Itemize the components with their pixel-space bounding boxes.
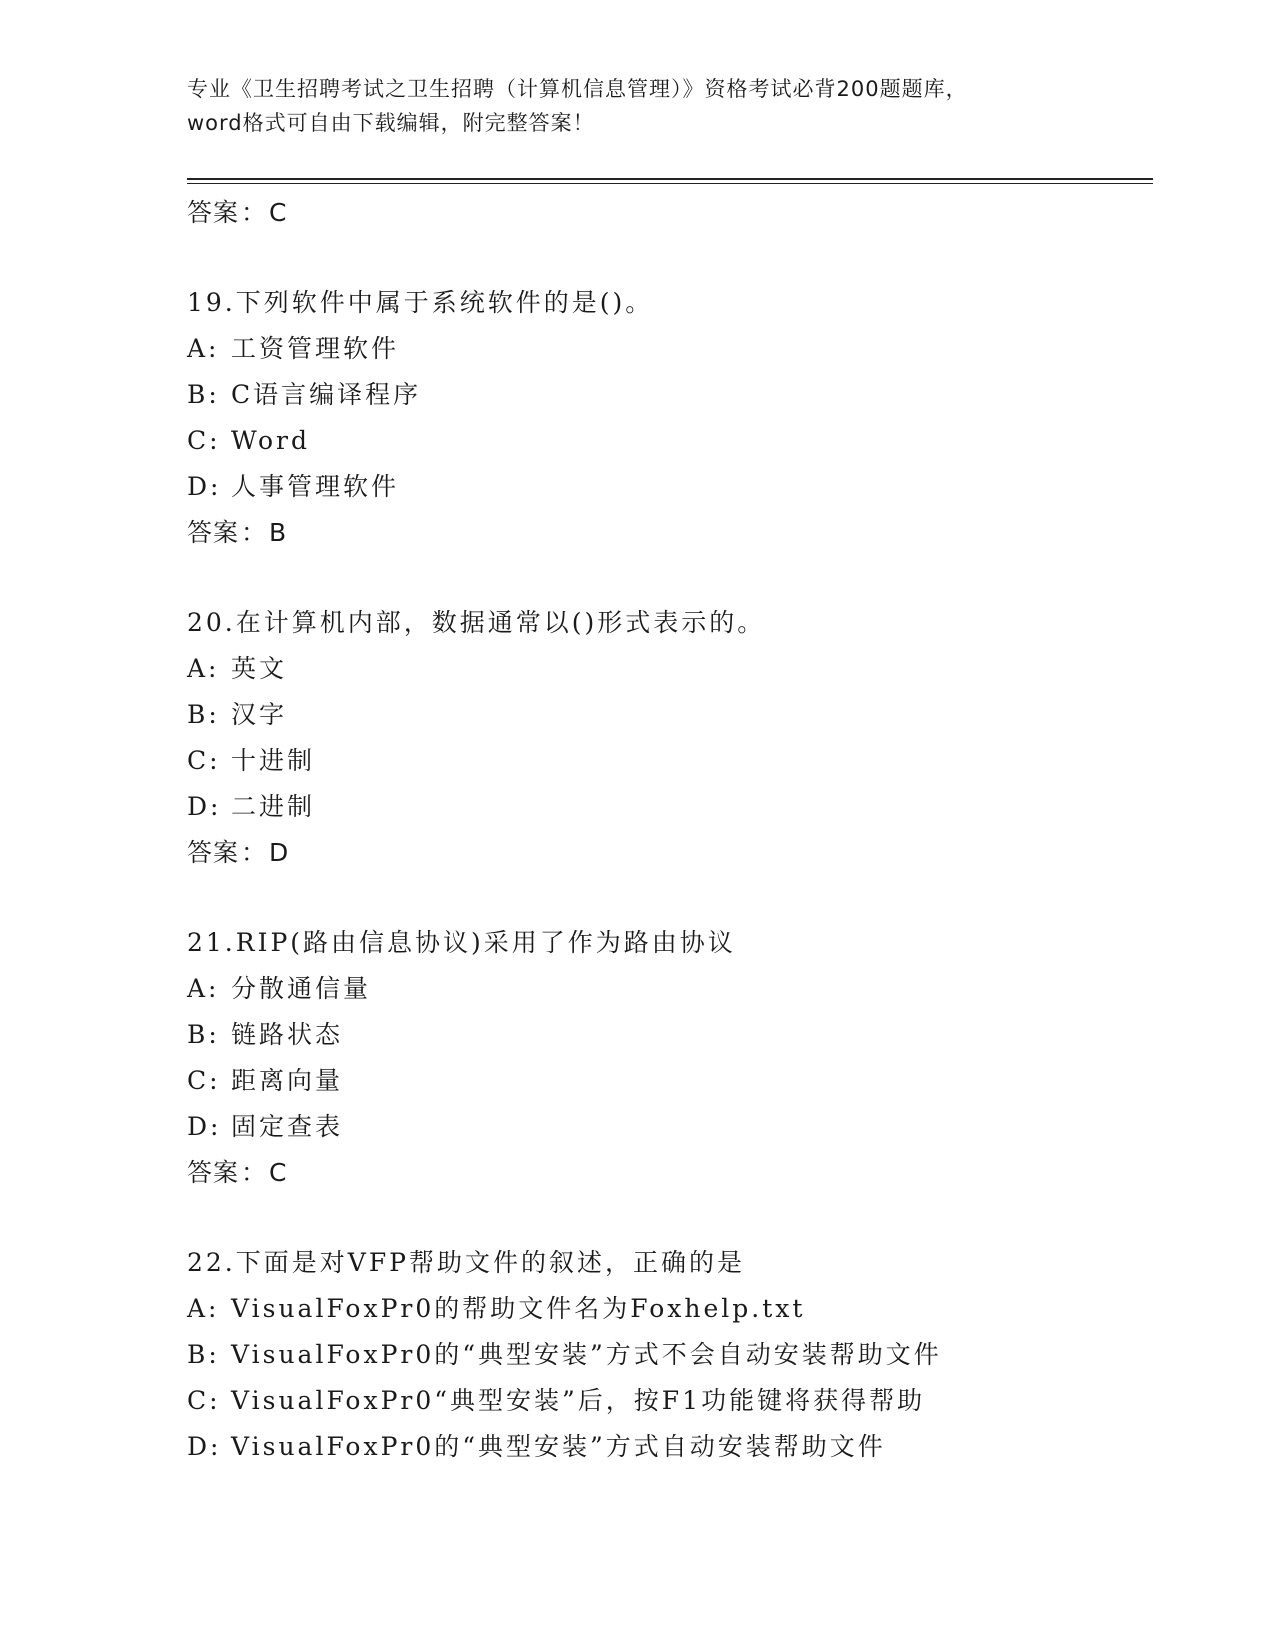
option-text: VisualFoxPr0的“典型安装”方式不会自动安装帮助文件 — [231, 1340, 942, 1369]
option-key: D: — [187, 472, 222, 501]
option-d — [187, 1424, 1167, 1470]
option-a — [187, 646, 1167, 692]
option-text: 英文 — [231, 654, 288, 683]
answer-colon: ： — [241, 198, 268, 227]
block-spacer — [187, 556, 1167, 600]
answer-value: C — [269, 198, 288, 227]
header-divider-thin — [187, 183, 1153, 184]
answer-colon: ： — [241, 838, 268, 867]
option-b — [187, 1332, 1167, 1378]
answer-label: 答案 — [187, 1158, 240, 1187]
header-divider-thick — [187, 178, 1153, 180]
option-key: B: — [187, 380, 220, 409]
document-header — [187, 72, 1067, 140]
block-spacer — [187, 236, 1167, 280]
option-text: 工资管理软件 — [231, 334, 400, 363]
option-text: 汉字 — [231, 700, 288, 729]
option-c — [187, 418, 1167, 464]
option-d — [187, 464, 1167, 510]
option-text: 固定查表 — [231, 1112, 344, 1141]
option-key: B: — [187, 1020, 220, 1049]
answer-value: B — [269, 518, 288, 547]
option-key: B: — [187, 700, 220, 729]
block-spacer — [187, 876, 1167, 920]
option-key: C: — [187, 746, 221, 775]
option-b — [187, 1012, 1167, 1058]
option-key: D: — [187, 792, 222, 821]
question-stem: 21.RIP(路由信息协议)采用了作为路由协议 — [187, 928, 736, 957]
option-key: D: — [187, 1432, 222, 1461]
option-a — [187, 1286, 1167, 1332]
option-key: A: — [187, 974, 220, 1003]
answer-value: D — [269, 838, 290, 867]
option-text: Word — [231, 426, 311, 455]
option-b — [187, 692, 1167, 738]
option-a — [187, 326, 1167, 372]
option-a — [187, 966, 1167, 1012]
option-c — [187, 1058, 1167, 1104]
header-line-2: word格式可自由下载编辑，附完整答案！ — [187, 111, 595, 135]
header-line-1: 专业《卫生招聘考试之卫生招聘（计算机信息管理）》资格考试必背200题题库， — [187, 77, 968, 101]
answer-label: 答案 — [187, 198, 240, 227]
option-b — [187, 372, 1167, 418]
option-key: D: — [187, 1112, 222, 1141]
option-key: C: — [187, 426, 221, 455]
question-stem: 22.下面是对VFP帮助文件的叙述，正确的是 — [187, 1248, 745, 1277]
option-text: 人事管理软件 — [231, 472, 400, 501]
option-text: C语言编译程序 — [231, 380, 422, 409]
answer-colon: ： — [241, 518, 268, 547]
option-key: A: — [187, 654, 220, 683]
option-text: 距离向量 — [231, 1066, 344, 1095]
answer-label: 答案 — [187, 838, 240, 867]
question-list — [187, 190, 1167, 1470]
option-key: A: — [187, 334, 220, 363]
option-text: VisualFoxPr0的帮助文件名为Foxhelp.txt — [231, 1294, 806, 1323]
answer-colon: ： — [241, 1158, 268, 1187]
option-key: B: — [187, 1340, 220, 1369]
question-stem: 19.下列软件中属于系统软件的是()。 — [187, 288, 654, 317]
answer-line — [187, 190, 1167, 236]
answer-line — [187, 830, 1167, 876]
answer-value: C — [269, 1158, 288, 1187]
option-text: 链路状态 — [231, 1020, 344, 1049]
option-text: VisualFoxPr0的“典型安装”方式自动安装帮助文件 — [231, 1432, 886, 1461]
option-d — [187, 1104, 1167, 1150]
option-c — [187, 1378, 1167, 1424]
answer-line — [187, 1150, 1167, 1196]
option-c — [187, 738, 1167, 784]
option-text: VisualFoxPr0“典型安装”后，按F1功能键将获得帮助 — [231, 1386, 926, 1415]
block-spacer — [187, 1196, 1167, 1240]
option-text: 十进制 — [231, 746, 316, 775]
answer-label: 答案 — [187, 518, 240, 547]
option-text: 二进制 — [231, 792, 316, 821]
option-key: C: — [187, 1066, 221, 1095]
answer-line — [187, 510, 1167, 556]
option-d — [187, 784, 1167, 830]
option-key: C: — [187, 1386, 221, 1415]
option-key: A: — [187, 1294, 220, 1323]
option-text: 分散通信量 — [231, 974, 372, 1003]
question-stem: 20.在计算机内部，数据通常以()形式表示的。 — [187, 608, 766, 637]
